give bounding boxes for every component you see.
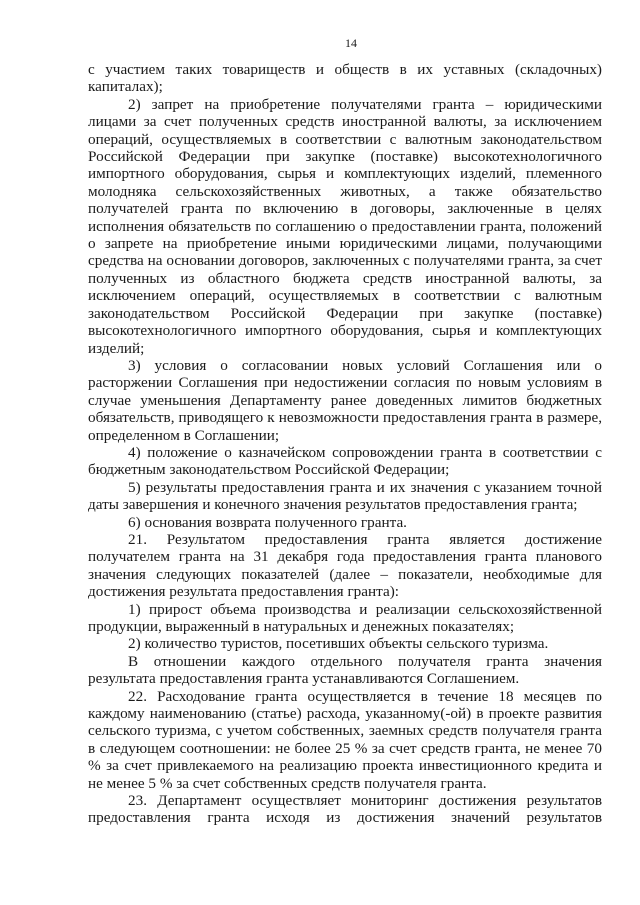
paragraph: 6) основания возврата полученного гранта. [128,513,407,531]
paragraph: 23. Департамент осуществляет мониторинг достижения результатов предоставления гранта исходя из достижения значений результатов [88,792,602,827]
paragraph: 3) условия о согласовании новых условий Соглашения или о расторжении Соглашения при недостижении согласия по новым условиям в случае уменьшения Департаменту ранее доведенных лимитов бюджетных обязательств, приводящего к невозможности предоставления гранта в размере, определенном в Соглашении; [88,356,602,444]
document-body [88,61,602,827]
paragraph: В отношении каждого отдельного получателя гранта значения результата предоставления гранта устанавливаются Соглашением. [88,652,602,688]
paragraph: 22. Расходование гранта осуществляется в течение 18 месяцев по каждому наименованию (статье) расхода, указанному(-ой) в проекте развития сельского туризма, с учетом собственных, заемных средств получателя гранта в следующем соотношении: не более 25 % за счет средств гранта, не менее 70 % за счет привлекаемого на реализацию проекта инвестиционного кредита и не менее 5 % за счет собственных средств получателя гранта. [88,687,602,792]
paragraph: 21. Результатом предоставления гранта является достижение получателем гранта на 31 декабря года предоставления гранта планового значения следующих показателей (далее – показатели, необходимые для достижения результата предоставления гранта): [88,530,602,601]
paragraph: 2) запрет на приобретение получателями гранта – юридическими лицами за счет полученных средств иностранной валюты, за исключением операций, осуществляемых в соответствии с валютным законодательством Российской Федерации при закупке (поставке) высокотехнологичного импортного оборудования, сырья и комплектующих изделий, племенного молодняка сельскохозяйственных животных, а также обязательство получателей гранта по включению в договоры, заключенные в целях исполнения обязательств по соглашению о предоставлении гранта, положений о запрете на приобретение иными юридическими лицами, получающими средства на основании договоров, заключенных с получателями гранта, за счет полученных из областного бюджета средств иностранной валюты, за исключением операций, осуществляемых в соответствии с валютным законодательством Российской Федерации при закупке (поставке) высокотехнологичного импортного оборудования, сырья и комплектующих изделий; [88,95,602,357]
paragraph: 4) положение о казначейском сопровождении гранта в соответствии с бюджетным законодательством Российской Федерации; [88,443,602,479]
paragraph: 1) прирост объема производства и реализации сельскохозяйственной продукции, выраженный в натуральных и денежных показателях; [88,600,602,635]
paragraph: 2) количество туристов, посетивших объекты сельского туризма. [128,635,549,653]
paragraph: 5) результаты предоставления гранта и их значения с указанием точной даты завершения и конечного значения результатов предоставления гранта; [88,478,602,514]
page-number: 14 [345,36,357,50]
paragraph: с участием таких товариществ и обществ в их уставных (складочных) капиталах); [88,61,602,96]
